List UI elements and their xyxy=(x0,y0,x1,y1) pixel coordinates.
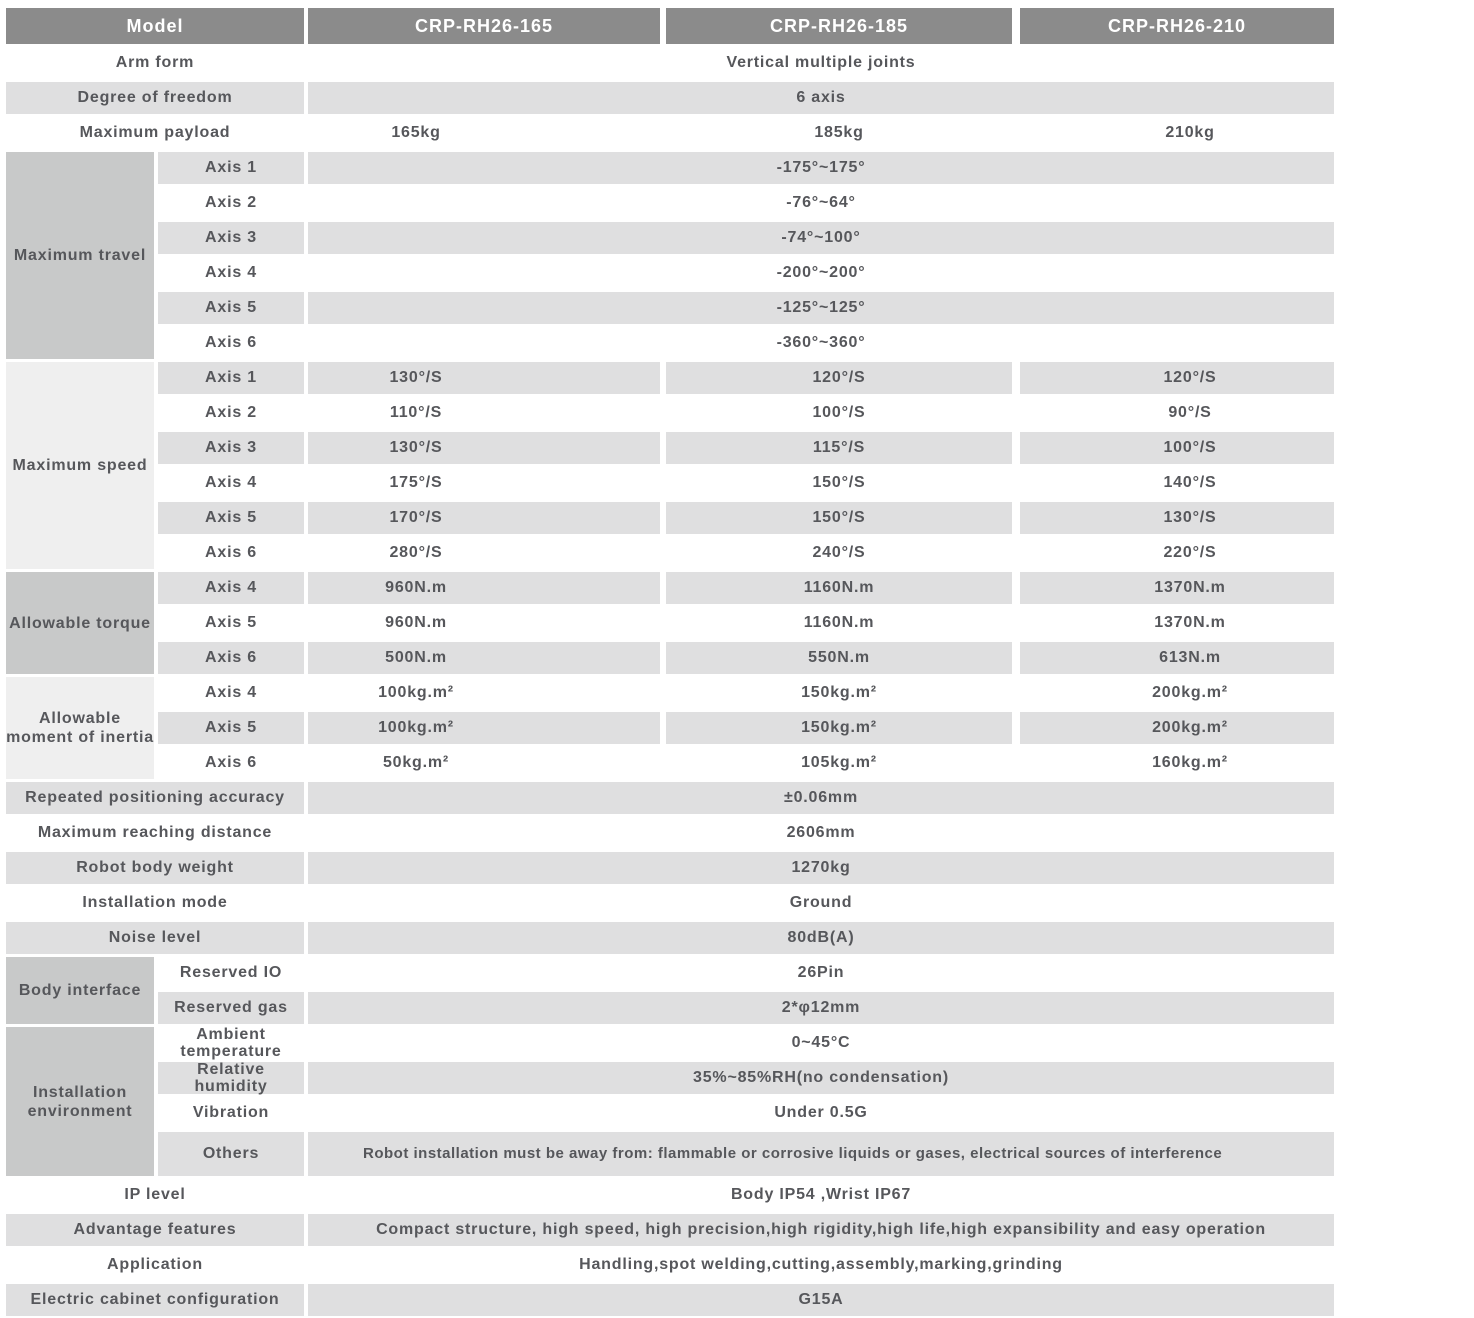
value-165: 110°/S xyxy=(389,404,443,421)
row-speed-axis-2 xyxy=(158,397,1334,429)
value-210: 90°/S xyxy=(1168,404,1212,421)
value-all-models: -175°~175° xyxy=(308,152,1334,184)
value-210: 140°/S xyxy=(1163,474,1217,491)
row-arm-form xyxy=(6,47,1334,79)
row-speed-axis-3 xyxy=(158,432,1334,464)
value-all-models: -74°~100° xyxy=(308,222,1334,254)
sub-label: Axis 2 xyxy=(205,404,257,421)
row-travel-axis-5 xyxy=(158,292,1334,324)
section-body-interface xyxy=(6,957,1334,1027)
group-label-installation-environment: Installation environment xyxy=(6,1027,154,1176)
row-reserved-io xyxy=(158,957,1334,989)
value-all-models: Compact structure, high speed, high precision,high rigidity,high life,high expansibility and easy operation xyxy=(308,1214,1334,1246)
sub-label: Axis 3 xyxy=(158,222,304,254)
robot-spec-table xyxy=(6,8,1334,1316)
value-185: 150kg.m² xyxy=(666,712,1012,744)
header-col-crp-rh26-185: CRP-RH26-185 xyxy=(666,8,1012,44)
row-robot-body-weight xyxy=(6,852,1334,884)
sub-label: Axis 5 xyxy=(158,712,304,744)
sub-label: Vibration xyxy=(192,1104,270,1121)
value-165: 175°/S xyxy=(389,474,443,491)
group-label-body-interface: Body interface xyxy=(6,957,154,1024)
row-label: Degree of freedom xyxy=(6,82,304,114)
section-allowable-torque xyxy=(6,572,1334,677)
sub-label: Axis 5 xyxy=(205,614,257,631)
value-165: 960N.m xyxy=(385,614,447,631)
row-torque-axis-6 xyxy=(158,642,1334,674)
row-maximum-reaching-distance xyxy=(6,817,1334,849)
section-allowable-moment-of-inertia xyxy=(6,677,1334,782)
value-210: 220°/S xyxy=(1163,544,1217,561)
value-165: 50kg.m² xyxy=(382,754,450,771)
value-210: 1370N.m xyxy=(1020,572,1334,604)
value-all-models: 26Pin xyxy=(797,964,845,981)
row-inertia-axis-6 xyxy=(158,747,1334,779)
sub-label: Axis 4 xyxy=(158,572,304,604)
value-165: 130°/S xyxy=(308,432,660,464)
value-185: 550N.m xyxy=(666,642,1012,674)
value-165: 100kg.m² xyxy=(308,712,660,744)
row-label: IP level xyxy=(124,1186,186,1203)
group-label-maximum-travel: Maximum travel xyxy=(6,152,154,359)
row-application xyxy=(6,1249,1334,1281)
sub-label: Axis 4 xyxy=(205,474,257,491)
row-travel-axis-3 xyxy=(158,222,1334,254)
value-all-models: Vertical multiple joints xyxy=(726,54,916,71)
row-label: Advantage features xyxy=(6,1214,304,1246)
value-all-models: -200°~200° xyxy=(776,264,866,281)
row-label: Repeated positioning accuracy xyxy=(6,782,304,814)
value-all-models: 2*φ12mm xyxy=(308,992,1334,1024)
value-210: 210kg xyxy=(1165,124,1215,141)
group-label-maximum-speed: Maximum speed xyxy=(6,362,154,569)
value-all-models: 1270kg xyxy=(308,852,1334,884)
header-model-label: Model xyxy=(6,8,304,44)
row-ambient-temperature xyxy=(158,1027,1334,1059)
header-col-crp-rh26-165: CRP-RH26-165 xyxy=(308,8,660,44)
value-165: 280°/S xyxy=(389,544,443,561)
row-electric-cabinet-configuration xyxy=(6,1284,1334,1316)
section-installation-environment xyxy=(6,1027,1334,1179)
value-210: 200kg.m² xyxy=(1020,712,1334,744)
value-185: 240°/S xyxy=(812,544,866,561)
section-rows xyxy=(158,1027,1334,1179)
value-185: 150kg.m² xyxy=(801,684,877,701)
value-all-models: 35%~85%RH(no condensation) xyxy=(308,1062,1334,1094)
sub-label: Axis 1 xyxy=(158,362,304,394)
header-col-crp-rh26-210: CRP-RH26-210 xyxy=(1020,8,1334,44)
value-185: 100°/S xyxy=(812,404,866,421)
row-torque-axis-4 xyxy=(158,572,1334,604)
value-165: 130°/S xyxy=(308,362,660,394)
row-travel-axis-2 xyxy=(158,187,1334,219)
value-185: 115°/S xyxy=(666,432,1012,464)
value-all-models: G15A xyxy=(308,1284,1334,1316)
value-210: 100°/S xyxy=(1020,432,1334,464)
row-label: Electric cabinet configuration xyxy=(6,1284,304,1316)
row-label: Maximum payload xyxy=(79,124,231,141)
sub-label: Others xyxy=(158,1132,304,1176)
row-vibration xyxy=(158,1097,1334,1129)
section-rows xyxy=(158,572,1334,677)
section-rows xyxy=(158,362,1334,572)
sub-label: Axis 6 xyxy=(205,544,257,561)
row-speed-axis-5 xyxy=(158,502,1334,534)
value-all-models: Handling,spot welding,cutting,assembly,marking,grinding xyxy=(579,1256,1063,1273)
value-165: 500N.m xyxy=(308,642,660,674)
value-all-models: Robot installation must be away from: flammable or corrosive liquids or gases, electrical sources of interference xyxy=(308,1132,1334,1176)
row-torque-axis-5 xyxy=(158,607,1334,639)
sub-label: Axis 4 xyxy=(205,264,257,281)
value-165: 960N.m xyxy=(308,572,660,604)
value-all-models: -125°~125° xyxy=(308,292,1334,324)
value-210: 1370N.m xyxy=(1154,614,1226,631)
value-all-models: Body IP54 ,Wrist IP67 xyxy=(730,1186,912,1203)
row-ip-level xyxy=(6,1179,1334,1211)
row-travel-axis-4 xyxy=(158,257,1334,289)
value-185: 185kg xyxy=(814,124,864,141)
value-210: 160kg.m² xyxy=(1152,754,1228,771)
sub-label: Axis 6 xyxy=(158,642,304,674)
row-repeated-positioning-accuracy xyxy=(6,782,1334,814)
value-165: 165kg xyxy=(391,124,441,141)
value-210: 130°/S xyxy=(1020,502,1334,534)
section-maximum-speed xyxy=(6,362,1334,572)
value-all-models: Under 0.5G xyxy=(774,1104,868,1121)
value-185: 1160N.m xyxy=(666,572,1012,604)
row-speed-axis-6 xyxy=(158,537,1334,569)
sub-label: Axis 5 xyxy=(158,292,304,324)
row-label: Noise level xyxy=(6,922,304,954)
row-label: Application xyxy=(107,1256,203,1273)
row-speed-axis-1 xyxy=(158,362,1334,394)
sub-label: Axis 6 xyxy=(205,754,257,771)
value-185: 120°/S xyxy=(666,362,1012,394)
value-all-models: ±0.06mm xyxy=(308,782,1334,814)
value-all-models: 6 axis xyxy=(308,82,1334,114)
section-rows xyxy=(158,957,1334,1027)
sub-label: Axis 6 xyxy=(205,334,257,351)
row-label: Arm form xyxy=(115,54,195,71)
row-speed-axis-4 xyxy=(158,467,1334,499)
row-inertia-axis-5 xyxy=(158,712,1334,744)
row-maximum-payload xyxy=(6,117,1334,149)
row-label: Robot body weight xyxy=(6,852,304,884)
sub-label: Axis 5 xyxy=(158,502,304,534)
value-185: 1160N.m xyxy=(803,614,875,631)
value-all-models: Ground xyxy=(789,894,853,911)
value-210: 613N.m xyxy=(1020,642,1334,674)
value-210: 200kg.m² xyxy=(1152,684,1228,701)
value-165: 100kg.m² xyxy=(378,684,454,701)
value-185: 150°/S xyxy=(812,474,866,491)
sub-label: Axis 2 xyxy=(205,194,257,211)
group-label-allowable-torque: Allowable torque xyxy=(6,572,154,674)
section-maximum-travel xyxy=(6,152,1334,362)
value-185: 150°/S xyxy=(666,502,1012,534)
row-travel-axis-1 xyxy=(158,152,1334,184)
row-relative-humidity xyxy=(158,1062,1334,1094)
value-all-models: 2606mm xyxy=(786,824,856,841)
row-label: Maximum reaching distance xyxy=(37,824,273,841)
sub-label: Axis 1 xyxy=(158,152,304,184)
sub-label: Reserved gas xyxy=(158,992,304,1024)
row-installation-mode xyxy=(6,887,1334,919)
row-noise-level xyxy=(6,922,1334,954)
value-all-models: -76°~64° xyxy=(786,194,856,211)
value-165: 170°/S xyxy=(308,502,660,534)
table-header-row xyxy=(6,8,1334,44)
sub-label: Reserved IO xyxy=(179,964,283,981)
row-reserved-gas xyxy=(158,992,1334,1024)
row-travel-axis-6 xyxy=(158,327,1334,359)
value-185: 105kg.m² xyxy=(801,754,877,771)
value-210: 120°/S xyxy=(1020,362,1334,394)
section-rows xyxy=(158,152,1334,362)
section-rows xyxy=(158,677,1334,782)
sub-label: Axis 3 xyxy=(158,432,304,464)
sub-label: Relative humidity xyxy=(158,1062,304,1094)
row-degree-of-freedom xyxy=(6,82,1334,114)
value-all-models: -360°~360° xyxy=(776,334,866,351)
group-label-allowable-moment-of-inertia: Allowable moment of inertia xyxy=(6,677,154,779)
row-label: Installation mode xyxy=(82,894,228,911)
sub-label: Ambient temperature xyxy=(180,1026,282,1060)
row-inertia-axis-4 xyxy=(158,677,1334,709)
row-advantage-features xyxy=(6,1214,1334,1246)
value-all-models: 80dB(A) xyxy=(308,922,1334,954)
row-others xyxy=(158,1132,1334,1176)
sub-label: Axis 4 xyxy=(205,684,257,701)
value-all-models: 0~45°C xyxy=(791,1034,851,1051)
